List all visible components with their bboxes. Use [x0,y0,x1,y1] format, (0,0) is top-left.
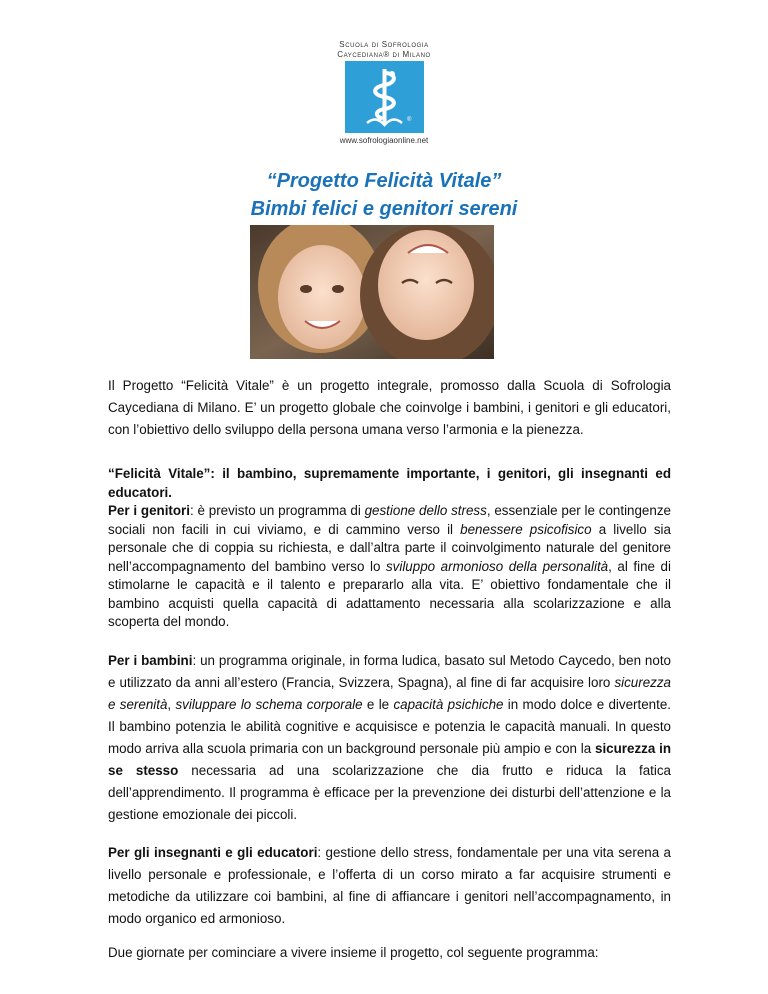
logo-line-2: Caycediana® di Milano [337,50,431,59]
closing-text: Due giornate per cominciare a vivere insieme il progetto, col seguente programma: [108,945,599,960]
text-span: e le [362,697,394,712]
italic-span: capacità psichiche [393,697,504,712]
section-teachers [108,842,671,930]
document-title: “Progetto Felicità Vitale” [266,170,502,192]
text-span: in modo dolce e divertente. Il bambino potenzia le abilità cognitive e acquisisce e potenzia le capacità manuali. In questo modo arriva alla scuola primaria con un background personale più ampio e con la [108,697,671,756]
children-photo [250,225,494,359]
italic-span: sicurezza e serenità [108,675,671,712]
section-parents [108,465,671,632]
children-label: Per i bambini [108,653,193,668]
text-span: , [167,697,176,712]
section-heading: “Felicità Vitale”: il bambino, supremamente importante, i genitori, gli insegnanti ed educatori. [108,466,671,500]
section-children [108,650,671,826]
intro-paragraph [108,375,671,441]
text-span: , al fine di stimolarne le capacità e il talento e prepararlo alla vita. E’ obiettivo fondamentale che il bambino acquisti quella capacità di adattamento necessaria alla scolarizzazione e alla scoperta del mondo. [108,558,671,629]
closing-paragraph [108,942,671,964]
text-span: : un programma originale, in forma ludica, basato sul Metodo Caycedo, ben noto e utilizzato da anni all’estero (Francia, Svizzera, Spagna), al fine di far acquisire loro [108,653,671,690]
logo-line-1: Scuola di Sofrologia [339,40,429,49]
document-subtitle: Bimbi felici e genitori sereni [250,198,518,220]
text-span: a livello sia personale che di coppia su richiesta, e dall’altra parte il coinvolgimento naturale del genitore nell’accompagnamento del bambino verso lo [108,521,671,574]
caduceus-logo-icon [345,61,424,133]
italic-span: sviluppo armonioso della personalità [385,558,609,574]
text-span: , essenziale per le contingenze sociali non facili in cui viviamo, e di cammino verso il [108,503,671,537]
italic-span: benessere psicofisico [460,521,592,537]
text-span: necessaria ad una scolarizzazione che dia frutto e riduca la fatica dell’apprendimento. Il programma è efficace per la prevenzione dei disturbi dell’attenzione e la gestione emozionale dei piccoli. [108,763,672,822]
italic-span: sviluppare lo schema corporale [175,697,363,712]
school-logo-text [0,40,768,60]
teachers-label: Per gli insegnanti e gli educatori [108,845,318,860]
parents-label: Per i genitori [108,503,190,518]
italic-span: gestione dello stress [364,503,487,518]
bold-span: sicurezza in se stesso [108,741,671,778]
website-url[interactable]: www.sofrologiaonline.net [339,136,429,145]
text-span: : gestione dello stress, fondamentale per una vita serena a livello personale e professionale, e l’offerta di un corso mirato a far acquisire strumenti e metodiche da utilizzare coi bambini, al fine di affiancare i genitori nell’accompagnamento, in modo organico ed armonioso. [108,845,671,926]
intro-text: Il Progetto “Felicità Vitale” è un progetto integrale, promosso dalla Scuola di Sofrologia Caycediana di Milano. E’ un progetto globale che coinvolge i bambini, i genitori e gli educatori, con l’obiettivo dello sviluppo della persona umana verso l’armonia e la pienezza. [108,378,671,437]
text-span: : è previsto un programma di [190,503,365,518]
svg-text:®: ® [407,117,412,123]
